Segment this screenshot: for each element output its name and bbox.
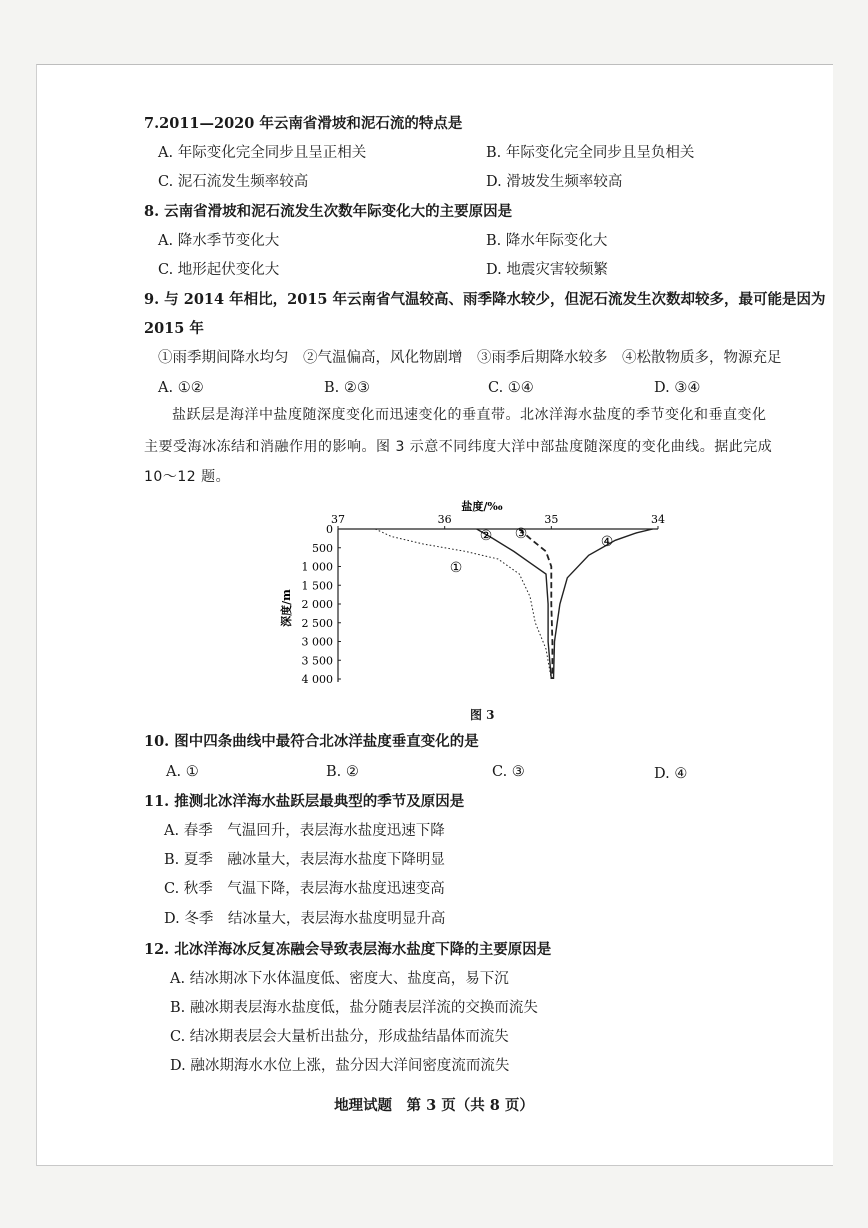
- y-tick-label: 1 000: [301, 560, 333, 574]
- q9-stem-line2: 2015 年: [144, 320, 204, 337]
- series-line-1: [375, 529, 551, 679]
- q12-option-c: C. 结冰期表层会大量析出盐分，形成盐结晶体而流失: [170, 1029, 509, 1045]
- q7-option-d: D. 滑坡发生频率较高: [486, 174, 623, 190]
- series-line-2: [477, 529, 552, 679]
- q8-option-c: C. 地形起伏变化大: [158, 262, 280, 278]
- q12-option-a: A. 结冰期冰下水体温度低、密度大、盐度高，易下沉: [170, 971, 509, 987]
- q8-stem: 8. 云南省滑坡和泥石流发生次数年际变化大的主要原因是: [144, 203, 513, 220]
- y-tick-label: 3 000: [301, 635, 333, 649]
- x-tick-label: 37: [331, 513, 345, 526]
- q7-option-b: B. 年际变化完全同步且呈负相关: [486, 145, 695, 161]
- q9-stem-line1: 9. 与 2014 年相比，2015 年云南省气温较高、雨季降水较少，但泥石流发生次数却较多，最可能是因为: [144, 291, 826, 308]
- q12-option-d: D. 融冰期海水水位上涨，盐分因大洋间密度流而流失: [170, 1058, 510, 1074]
- q10-stem: 10. 图中四条曲线中最符合北冰洋盐度垂直变化的是: [144, 733, 479, 750]
- q9-option-a: A. ①②: [158, 380, 204, 396]
- q11-option-b: B. 夏季 融冰量大，表层海水盐度下降明显: [164, 852, 445, 868]
- y-tick-label: 500: [312, 541, 333, 555]
- q10-option-d: D. ④: [654, 766, 688, 782]
- series-label-3: ③: [514, 526, 528, 542]
- q9-option-c: C. ①④: [488, 380, 534, 396]
- q12-option-b: B. 融冰期表层海水盐度低，盐分随表层洋流的交换而流失: [170, 1000, 538, 1016]
- q7-option-a: A. 年际变化完全同步且呈正相关: [158, 145, 367, 161]
- salinity-depth-chart: [270, 490, 690, 710]
- q9-option-d: D. ③④: [654, 380, 701, 396]
- series-line-4: [554, 529, 653, 679]
- y-tick-label: 2 500: [301, 616, 333, 630]
- q10-option-b: B. ②: [326, 764, 359, 780]
- passage-line1: 盐跃层是海洋中盐度随深度变化而迅速变化的垂直带。北冰洋海水盐度的季节变化和垂直变化: [172, 407, 767, 423]
- y-tick-label: 3 500: [301, 654, 333, 668]
- q8-option-d: D. 地震灾害较频繁: [486, 262, 608, 278]
- page-footer: 地理试题 第 3 页（共 8 页）: [334, 1097, 534, 1114]
- q11-option-d: D. 冬季 结冰量大，表层海水盐度明显升高: [164, 911, 446, 927]
- y-tick-label: 2 000: [301, 598, 333, 611]
- q9-items: ①雨季期间降水均匀 ②气温偏高，风化物剧增 ③雨季后期降水较多 ④松散物质多，物源充足: [158, 350, 782, 366]
- q11-option-c: C. 秋季 气温下降，表层海水盐度迅速变高: [164, 881, 445, 897]
- q7-option-c: C. 泥石流发生频率较高: [158, 174, 309, 190]
- q7-stem: 7.2011—2020 年云南省滑坡和泥石流的特点是: [144, 115, 463, 132]
- passage-line2: 主要受海冰冻结和消融作用的影响。图 3 示意不同纬度大洋中部盐度随深度的变化曲线。据此完成: [144, 439, 773, 455]
- x-tick-label: 34: [651, 513, 665, 526]
- x-axis-label: 盐度/‰: [461, 500, 503, 513]
- q11-option-a: A. 春季 气温回升，表层海水盐度迅速下降: [164, 823, 445, 839]
- y-tick-label: 0: [326, 523, 333, 536]
- y-tick-label: 4 000: [301, 673, 333, 686]
- y-axis-label: 深度/m: [280, 589, 293, 627]
- q10-option-a: A. ①: [166, 764, 199, 780]
- passage-line3: 10～12 题。: [144, 469, 231, 485]
- series-label-1: ①: [449, 560, 463, 576]
- series-label-4: ④: [600, 534, 614, 550]
- q11-stem: 11. 推测北冰洋海水盐跃层最典型的季节及原因是: [144, 793, 465, 810]
- q10-option-c: C. ③: [492, 764, 525, 780]
- y-tick-label: 1 500: [301, 579, 333, 593]
- q8-option-b: B. 降水年际变化大: [486, 233, 608, 249]
- series-label-2: ②: [479, 528, 493, 544]
- figure-caption: 图 3: [470, 708, 495, 722]
- q8-option-a: A. 降水季节变化大: [158, 233, 280, 249]
- x-tick-label: 36: [437, 513, 452, 526]
- x-tick-label: 35: [544, 513, 559, 526]
- q9-option-b: B. ②③: [324, 380, 370, 396]
- q12-stem: 12. 北冰洋海冰反复冻融会导致表层海水盐度下降的主要原因是: [144, 941, 552, 958]
